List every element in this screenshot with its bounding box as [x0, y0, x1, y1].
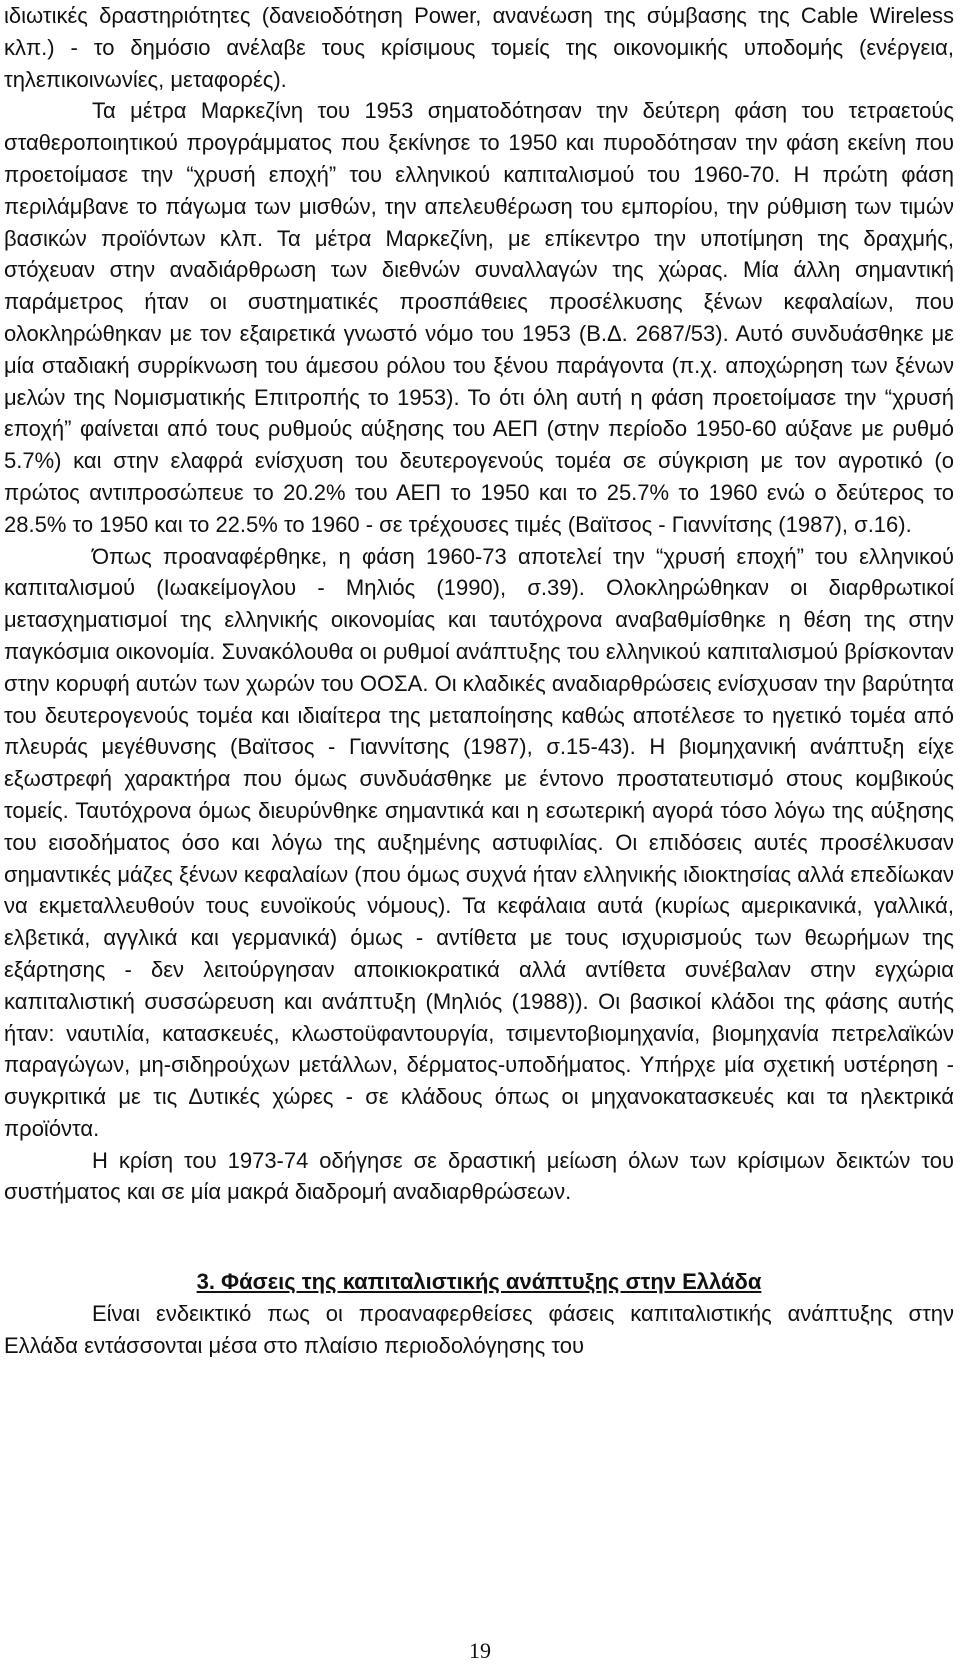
- section-heading: 3. Φάσεις της καπιταλιστικής ανάπτυξης στην Ελλάδα: [196, 1269, 762, 1295]
- document-body: [4, 0, 954, 1362]
- page-number: 19: [469, 1638, 491, 1663]
- paragraph-crisis-1973: Η κρίση του 1973-74 οδήγησε σε δραστική μείωση όλων των κρίσιμων δεικτών του συστήματος και σε μία μακρά διαδρομή αναδιαρθρώσεων.: [4, 1147, 954, 1205]
- section-spacer: [4, 1208, 954, 1266]
- paragraph-markezinis-measures: Τα μέτρα Μαρκεζίνη του 1953 σηματοδότησαν την δεύτερη φάση του τετραετούς σταθεροποιητικού προγράμματος που ξεκίνησε το 1950 και πυροδότησαν την φάση εκείνη που προετοίμασε την “χρυσή εποχή” του ελληνικού καπιταλισμού του 1960-70. Η πρώτη φάση περιλάμβανε το πάγωμα των μισθών, την απελευθέρωση του εμπορίου, την ρύθμιση των τιμών βασικών προϊόντων κλπ. Τα μέτρα Μαρκεζίνη, με επίκεντρο την υποτίμηση της δραχμής, στόχευαν στην αναδιάρθρωση των διεθνών συναλλαγών της χώρας. Μία άλλη σημαντική παράμετρος ήταν οι συστηματικές προσπάθειες προσέλκυσης ξένων κεφαλαίων, που ολοκληρώθηκαν με τον εξαιρετικά γνωστό νόμο του 1953 (Β.Δ. 2687/53). Αυτό συνδυάσθηκε με μία σταδιακή συρρίκνωση του άμεσου ρόλου του ξένου παράγοντα (π.χ. αποχώρηση των ξένων μελών της Νομισματικής Επιτροπής το 1953). Το ότι όλη αυτή η φάση προετοίμασε την “χρυσή εποχή” φαίνεται από τους ρυθμούς αύξησης του ΑΕΠ (στην περίοδο 1950-60 αύξανε με ρυθμό 5.7%) και στην ελαφρά ενίσχυση του δευτερογενούς τομέα σε σύγκριση με τον αγροτικό (ο πρώτος αντιπροσώπευε το 20.2% του ΑΕΠ το 1950 και το 25.7% το 1960 ενώ ο δεύτερος το 28.5% το 1950 και το 22.5% το 1960 - σε τρέχουσες τιμές (Βαϊτσος - Γιαννίτσης (1987), σ.16).: [4, 98, 954, 537]
- paragraph-continuation: ιδιωτικές δραστηριότητες (δανειοδότηση Power, ανανέωση της σύμβασης της Cable Wireless κλπ.) - το δημόσιο ανέλαβε τους κρίσιμους τομείς της οικονομικής υποδομής (ενέργεια, τηλεπικοινωνίες, μεταφορές).: [4, 3, 954, 92]
- paragraph-golden-era: Όπως προαναφέρθηκε, η φάση 1960-73 αποτελεί την “χρυσή εποχή” του ελληνικού καπιταλισμού (Ιωακείμογλου - Μηλιός (1990), σ.39). Ολοκληρώθηκαν οι διαρθρωτικοί μετασχηματισμοί της ελληνικής οικονομίας και ταυτόχρονα αναβαθμίσθηκε η θέση της στην παγκόσμια οικονομία. Συνακόλουθα οι ρυθμοί ανάπτυξης του ελληνικού καπιταλισμού βρίσκονταν στην κορυφή αυτών των χωρών του ΟΟΣΑ. Οι κλαδικές αναδιαρθρώσεις ενίσχυσαν την βαρύτητα του δευτερογενούς τομέα και ιδιαίτερα της μεταποίησης καθώς αποτέλεσε το ηγετικό τομέα από πλευράς μεγέθυνσης (Βαϊτσος - Γιαννίτσης (1987), σ.15-43). Η βιομηχανική ανάπτυξη είχε εξωστρεφή χαρακτήρα που όμως συνδυάσθηκε με έντονο προστατευτισμό στους κομβικούς τομείς. Ταυτόχρονα όμως διευρύνθηκε σημαντικά και η εσωτερική αγορά τόσο λόγω της αύξησης του εισοδήματος όσο και λόγω της αυξημένης αστυφιλίας. Οι επιδόσεις αυτές προσέλκυσαν σημαντικές μάζες ξένων κεφαλαίων (που όμως συχνά ήταν ελληνικής ιδιοκτησίας αλλά επεδίωκαν να εκμεταλλευθούν τους ευνοϊκούς νόμους). Τα κεφάλαια αυτά (κυρίως αμερικανικά, γαλλικά, ελβετικά, αγγλικά και γερμανικά) όμως - αντίθετα με τους ισχυρισμούς των θεωρήμων της εξάρτησης - δεν λειτούργησαν αποικιοκρατικά αλλά αντίθετα συνέβαλαν στην εγχώρια καπιταλιστική συσσώρευση και ανάπτυξη (Μηλιός (1988)). Οι βασικοί κλάδοι της φάσης αυτής ήταν: ναυτιλία, κατασκευές, κλωστοϋφαντουργία, τσιμεντοβιομηχανία, βιομηχανία πετρελαϊκών παραγώγων, μη-σιδηρούχων μετάλλων, δέρματος-υποδήματος. Υπήρχε μία σχετική υστέρηση - συγκριτικά με τις Δυτικές χώρες - σε κλάδους όπως οι μηχανοκατασκευές και τα ηλεκτρικά προϊόντα.: [4, 543, 954, 1141]
- paragraph-section-intro: Είναι ενδεικτικό πως οι προαναφερθείσες φάσεις καπιταλιστικής ανάπτυξης στην Ελλάδα εντάσσονται μέσα στο πλαίσιο περιοδολόγησης του: [4, 1301, 954, 1358]
